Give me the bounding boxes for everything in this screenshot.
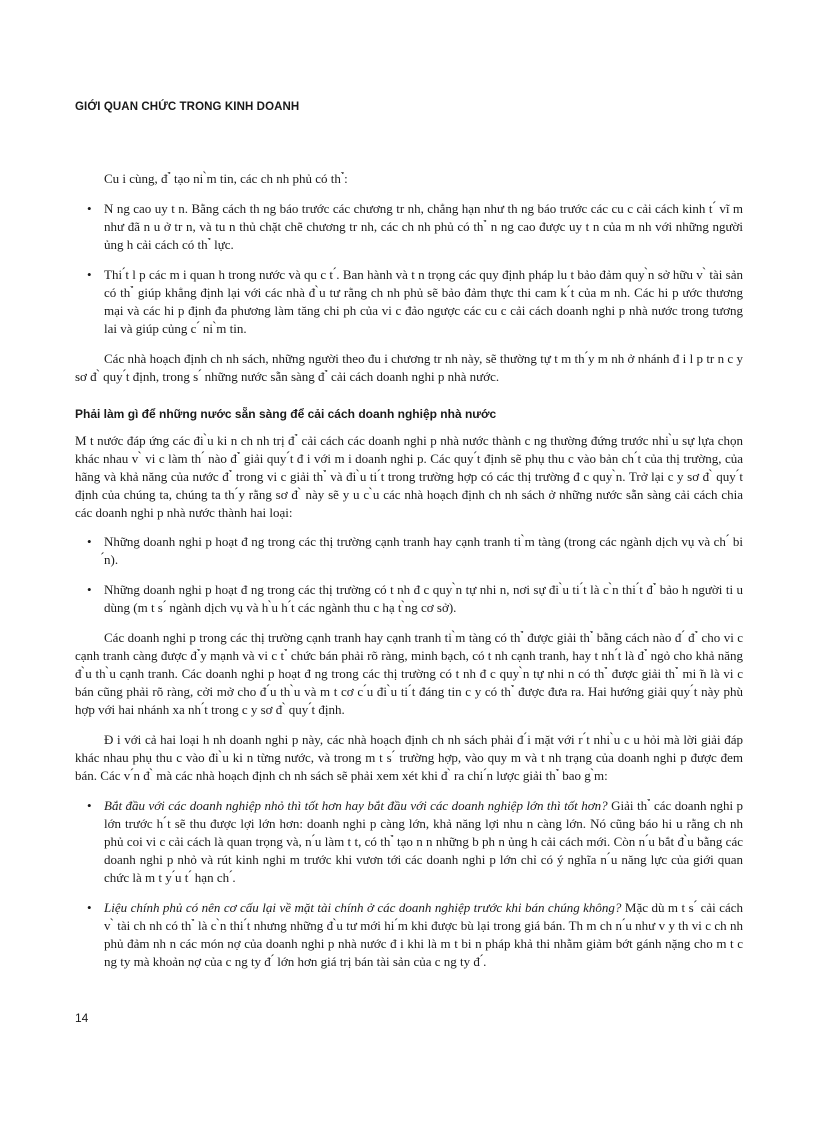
body-paragraph: Đ i với cả hai loại h nh doanh nghi p này, các nhà hoạch định ch nh sách phải đ ́i mặt với r ́t nhi ̀u c u hỏi mà lời giải đáp khác nhau phụ thu c vào đi ̀u ki n từng nước, và trong m t s ́ trường hợp, vào quy m và t nh trạng của doanh nghi p được đem bán. Các v ́n đ ̀ mà các nhà hoạch định ch nh sách sẽ phải xem xét khi đ ̀ ra chi ́n lược giải th ̉ bao g ̀m: [75, 732, 743, 783]
bullet-text: Mặc dù m t s ́ cải cách v ̀ tài ch nh có th ̉ là c ̀n thi ́t nhưng những đ ̀u tư mới hi ́m khi được bù lại trong giá bán. Th m ch n ́u như v y th vi c ch nh phủ đảm nh n các món nợ của doanh nghi p nhà nước đ i khi là m t bi n pháp khả thi nhằm giảm bớt gánh nặng cho m t c ng ty mà khoản nợ của c ng ty đ ́ lớn hơn giá trị bán tài sản của c ng ty đ ́. [104, 900, 743, 969]
bullet-item: • Những doanh nghi p hoạt đ ng trong các thị trường có t nh đ c quy ̀n tự nhi n, nơi sự đi ̀u ti ́t là c ̀n thi ́t đ ̉ bảo h người ti u dùng (m t s ́ ngành dịch vụ và h ̀u h ́t các ngành thu c hạ t ̀ng cơ sở). [75, 581, 743, 617]
bullet-list-enterprise-types [75, 533, 743, 617]
bullet-item: • N ng cao uy t n. Bằng cách th ng báo trước các chương tr nh, chẳng hạn như th ng báo trước các cu c cải cách kinh t ́ vĩ m như đã n u ở tr n, và tu n thủ chặt chẽ chương tr nh, các ch nh phủ có th ̉ n ng cao được uy t n của m nh với những người ủng h cải cách có th ̉ lực. [75, 200, 743, 254]
running-header-title: GIỚI QUAN CHỨC TRONG KINH DOANH [75, 101, 300, 113]
bullet-list-strategy-issues [75, 797, 743, 971]
bullet-item: • Những doanh nghi p hoạt đ ng trong các thị trường cạnh tranh hay cạnh tranh ti ̀m tàng (trong các ngành dịch vụ và ch ́ bi ́n). [75, 533, 743, 569]
bullet-lead-question: Liệu chính phủ có nên cơ cấu lại về mặt tài chính ở các doanh nghiệp trước khi bán chúng không? [104, 900, 622, 915]
body-paragraph: Các nhà hoạch định ch nh sách, những người theo đu i chương tr nh này, sẽ thường tự t m th ́y m nh ở nhánh đ i l p tr n c y sơ đ ̀ quy ́t định, trong s ́ những nước sẵn sàng đ ̉ cải cách doanh nghi p nhà nước. [75, 351, 743, 384]
bullet-item [75, 797, 743, 887]
intro-paragraph: Cu i cùng, đ ̉ tạo ni ̀m tin, các ch nh phủ có th ̉: [104, 171, 348, 186]
bullet-lead-question: Bắt đầu với các doanh nghiệp nhỏ thì tốt hơn hay bắt đầu với các doanh nghiệp lớn thì tốt hơn? [104, 798, 608, 813]
bullet-item [75, 899, 743, 971]
body-paragraph: M t nước đáp ứng các đi ̀u ki n ch nh trị đ ̉ cải cách các doanh nghi p nhà nước thành c ng thường đứng trước nhi ̀u sự lựa chọn khác nhau v ̀ vi c làm th ́ nào đ ̉ giải quy ́t đ i với m i doanh nghi p. Các quy ́t định sẽ phụ thu c vào bản ch ́t của thị trường, của hãng và khả năng của nước đ ̉ trong vi c giải th ̉ và đi ̀u ti ́t trong trường hợp có các thị trường đ c quy ̀n. Trở lại c y sơ đ ̀ quy ́t định của chúng ta, chúng ta th ́y rằng sơ đ ̀ này sẽ y u c ̀u các nhà hoạch định ch nh sách ở những nước sẵn sàng cải cách chia các doanh nghi p nhà nước thành hai loại: [75, 433, 743, 520]
page-number: 14 [75, 1011, 89, 1025]
body-paragraph: Các doanh nghi p trong các thị trường cạnh tranh hay cạnh tranh ti ̀m tàng có th ̉ được giải th ̉ bằng cách nào đ ́ đ ̉ cho vi c cạnh tranh càng được đ ̉y mạnh và vi c t ̉ chức bán phải rõ ràng, minh bạch, có t nh cạnh tranh, hay t nh ́t là đ ̉ ngỏ cho khả năng đ ̀u th ̀u cạnh tranh. Các doanh nghi p hoạt đ ng trong các thị trường có t nh đ c quy ̀n tự nhi n có th ̉ được giải th ̉ mi ̃n là vi c bán cũng phải rõ ràng, cởi mở cho đ ́u th ̀u và m t cơ c ́u đi ̀u ti ́t đáng tin c y có th ̉ được đưa ra. Hai hướng giải quy ́t này phù hợp với hai nhánh xa nh ́t trong c y sơ đ ̀ quy ́t định. [75, 630, 743, 717]
section-heading: Phải làm gì để những nước sẵn sàng để cải cách doanh nghiệp nhà nước [75, 407, 497, 421]
bullet-list-credibility [75, 200, 743, 338]
page-body [75, 170, 743, 971]
bullet-item: • Thi ́t l p các m i quan h trong nước và qu c t ́. Ban hành và t n trọng các quy định pháp lu t bảo đảm quy ̀n sở hữu v ̀ tài sản có th ̉ giúp khẳng định lại với các nhà đ ̀u tư rằng ch nh phủ sẽ bảo đảm thực thi cam k ́t của m nh. Các hi p ước thương mại và các hi p định đa phương làm tăng chi ph của vi c đảo ngược các cu c cải cách doanh nghi p nhà nước trong tương lai và giúp củng c ́ ni ̀m tin. [75, 266, 743, 338]
bullet-text: Giải th ̉ các doanh nghi p lớn trước h ́t sẽ thu được lợi lớn hơn: doanh nghi p càng lớn, khả năng lợi nhu n càng lớn. Nó cũng báo hi u rằng ch nh phủ coi vi c cải cách là quan trọng và, n ́u làm t t, có th ̉ tạo n n những b ph n ủng h cải cách mới. Còn n ́u bắt đ ̀u bằng các doanh nghi p nhỏ và rút kinh nghi m trước khi vươn tới các doanh nghi p lớn chỉ có ý nghĩa n ́u năng lực của giới quan chức là m t y ́u t ́ hạn ch ́. [104, 798, 744, 885]
